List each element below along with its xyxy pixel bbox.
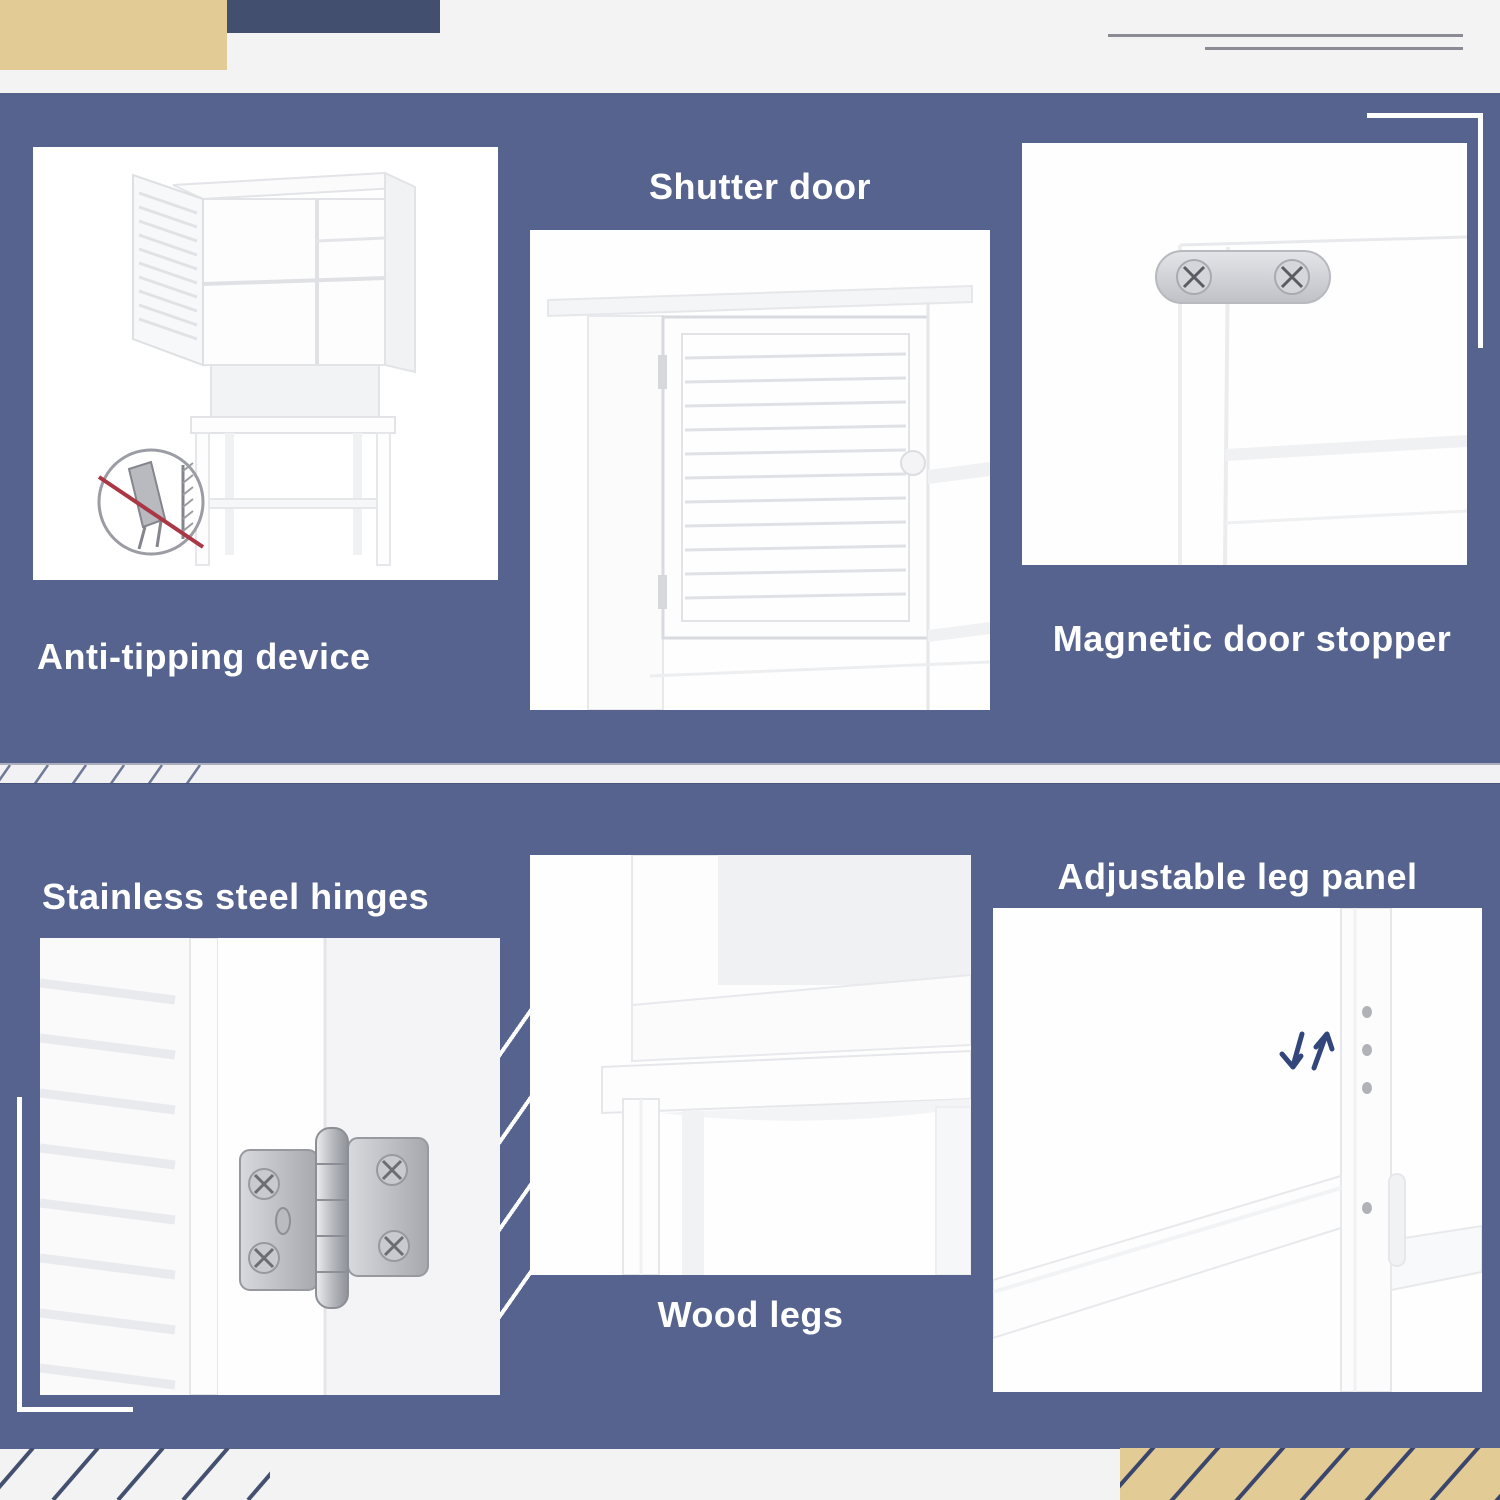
double-line-accent-top xyxy=(1108,34,1463,37)
leg-panel-label: Adjustable leg panel xyxy=(1057,856,1418,897)
hinges-photo-card xyxy=(40,938,500,1395)
wood-legs-photo-card xyxy=(530,855,971,1275)
bottom-right-hatch-lines xyxy=(1120,1448,1500,1500)
hinges-label: Stainless steel hinges xyxy=(42,876,430,917)
tan-accent-bottom-right xyxy=(1120,1448,1500,1500)
corner-bracket-line xyxy=(17,1407,133,1412)
shutter-door-photo-card xyxy=(530,230,990,710)
no-tipping-icon xyxy=(99,450,203,554)
leg-panel-photo-card xyxy=(993,908,1482,1392)
hinge-photo xyxy=(40,938,500,1395)
over-toilet-cabinet-photo xyxy=(33,147,498,580)
navy-accent-top xyxy=(227,0,440,33)
anti-tipping-label: Anti-tipping device xyxy=(37,636,371,677)
tan-accent-top-left xyxy=(0,0,227,70)
hinge-mark xyxy=(658,355,667,389)
wood-legs-label: Wood legs xyxy=(657,1294,844,1335)
door-knob xyxy=(901,451,925,475)
shutter-door-label: Shutter door xyxy=(649,166,871,207)
section-divider xyxy=(0,763,1500,785)
magnetic-stopper-photo xyxy=(1022,143,1467,565)
diagonal-hatch-strip xyxy=(497,975,533,1345)
magnetic-stopper-label: Magnetic door stopper xyxy=(1052,618,1452,659)
divider-hatch-lines xyxy=(0,765,210,785)
shutter-door-photo xyxy=(530,230,990,710)
corner-bracket-line xyxy=(1478,113,1483,348)
leg-panel-photo xyxy=(993,908,1482,1392)
bottom-left-hatch-lines xyxy=(0,1448,270,1500)
anti-tipping-photo-card xyxy=(33,147,498,580)
hinge-mark xyxy=(658,575,667,609)
double-line-accent-bottom xyxy=(1205,47,1463,50)
magnetic-stopper-plate xyxy=(1156,251,1330,303)
corner-bracket-line xyxy=(1367,113,1483,118)
corner-bracket-line xyxy=(17,1097,22,1412)
wood-legs-photo xyxy=(530,855,971,1275)
magnetic-stopper-photo-card xyxy=(1022,143,1467,565)
